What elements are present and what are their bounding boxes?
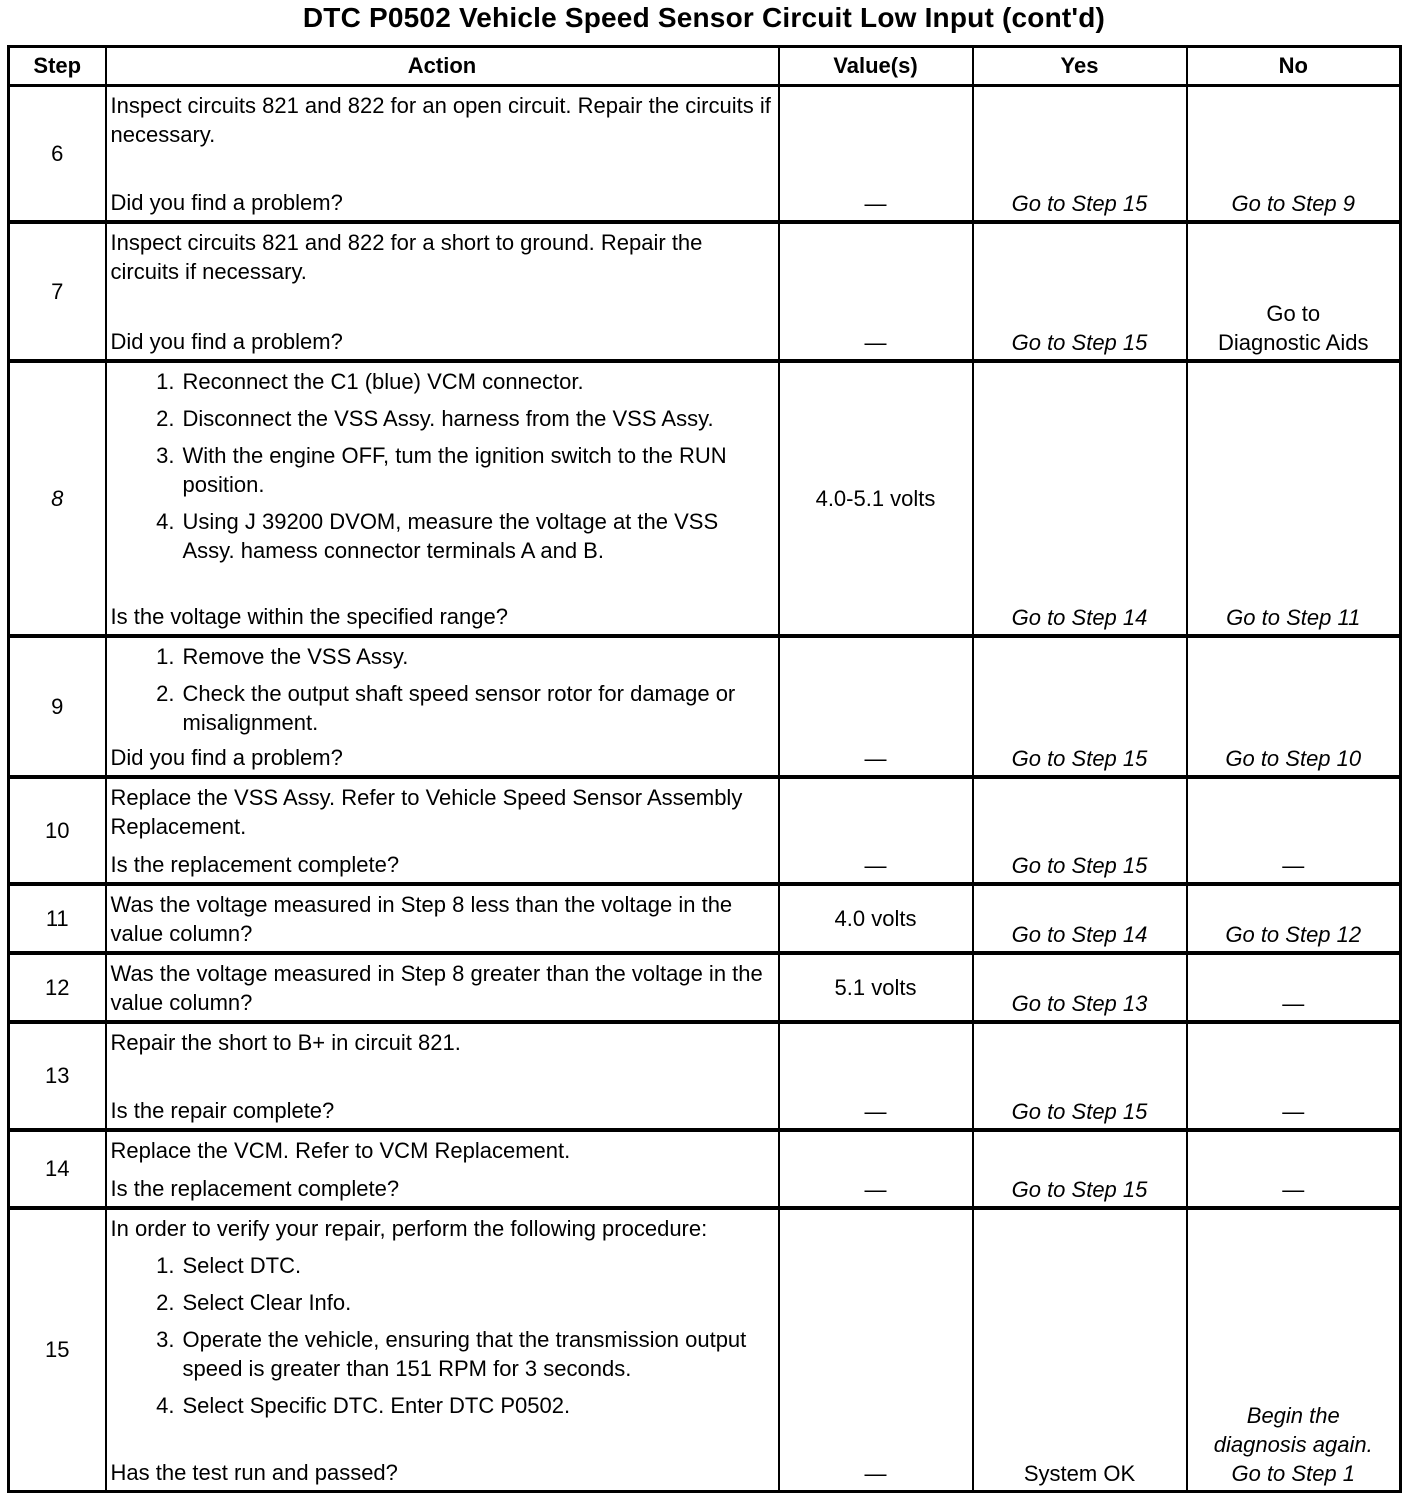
step-number: 9 <box>9 636 106 777</box>
action-cell <box>106 884 779 953</box>
value-text: — <box>864 1099 887 1124</box>
yes-text: System OK <box>1023 1461 1136 1486</box>
no-cell <box>1187 636 1401 777</box>
step-number: 15 <box>9 1208 106 1492</box>
value-text: 4.0 volts <box>834 905 917 931</box>
action-question: Did you find a problem? <box>110 190 343 215</box>
value-text: — <box>864 1177 887 1202</box>
table-row <box>9 86 1401 223</box>
no-text: Go to Step 9 <box>1231 191 1356 216</box>
no-cell <box>1187 1022 1401 1130</box>
procedure-list <box>111 367 772 565</box>
action-text: Was the voltage measured in Step 8 greater than the voltage in the value column? <box>110 961 763 1015</box>
yes-cell <box>973 222 1187 361</box>
step-number: 12 <box>9 953 106 1022</box>
step-number: 7 <box>9 222 106 361</box>
action-question: Is the voltage within the specified range? <box>110 604 508 629</box>
no-text-line: Go to <box>1266 301 1321 326</box>
action-cell <box>106 636 779 777</box>
yes-text: Go to Step 15 <box>1011 1099 1148 1124</box>
no-text: Go to Step 12 <box>1225 922 1362 947</box>
action-question: Did you find a problem? <box>110 329 343 354</box>
action-cell <box>106 777 779 884</box>
yes-cell <box>973 636 1187 777</box>
value-cell <box>779 777 973 884</box>
step-number: 11 <box>9 884 106 953</box>
yes-cell <box>973 884 1187 953</box>
dtc-table <box>7 45 1402 1493</box>
list-item: 4. Using J 39200 DVOM, measure the voltage at the VSS Assy. hamess connector terminals A and B. <box>156 509 719 563</box>
action-cell <box>106 86 779 223</box>
value-text: 5.1 volts <box>834 974 917 1000</box>
yes-text: Go to Step 13 <box>1011 991 1148 1016</box>
table-row <box>9 777 1401 884</box>
action-cell <box>106 953 779 1022</box>
header-yes: Yes <box>973 47 1187 86</box>
list-item: 2. Disconnect the VSS Assy. harness from the VSS Assy. <box>156 406 714 431</box>
action-cell <box>106 361 779 636</box>
action-cell <box>106 1130 779 1208</box>
value-text: — <box>864 1461 887 1486</box>
yes-cell <box>973 1022 1187 1130</box>
table-row <box>9 953 1401 1022</box>
action-cell <box>106 1208 779 1492</box>
no-text <box>1188 1401 1400 1488</box>
no-cell <box>1187 1130 1401 1208</box>
no-cell <box>1187 884 1401 953</box>
no-cell <box>1187 1208 1401 1492</box>
yes-cell <box>973 1130 1187 1208</box>
table-row <box>9 884 1401 953</box>
value-cell <box>779 222 973 361</box>
yes-cell <box>973 1208 1187 1492</box>
table-row <box>9 1208 1401 1492</box>
page-title: DTC P0502 Vehicle Speed Sensor Circuit Low Input (cont'd) <box>302 2 1106 33</box>
yes-text: Go to Step 15 <box>1011 746 1148 771</box>
no-text-line: Diagnostic Aids <box>1218 330 1369 355</box>
value-cell <box>779 884 973 953</box>
no-text-line: diagnosis again. <box>1213 1432 1373 1457</box>
table-row <box>9 361 1401 636</box>
value-cell <box>779 1022 973 1130</box>
no-text: — <box>1282 1177 1305 1202</box>
yes-text: Go to Step 15 <box>1011 330 1148 355</box>
no-cell <box>1187 222 1401 361</box>
table-row <box>9 1130 1401 1208</box>
step-number: 13 <box>9 1022 106 1130</box>
header-no: No <box>1187 47 1401 86</box>
action-text: Was the voltage measured in Step 8 less than the voltage in the value column? <box>110 892 733 946</box>
table-row <box>9 222 1401 361</box>
yes-text: Go to Step 15 <box>1011 1177 1148 1202</box>
action-text: Replace the VSS Assy. Refer to Vehicle Speed Sensor Assembly Replacement. <box>110 785 743 839</box>
list-item: 2. Check the output shaft speed sensor rotor for damage or misalignment. <box>156 681 736 735</box>
value-text: — <box>864 746 887 771</box>
list-item: 1. Select DTC. <box>156 1253 302 1278</box>
procedure-list <box>111 642 772 737</box>
value-text: 4.0-5.1 volts <box>815 485 936 511</box>
list-item: 3. Operate the vehicle, ensuring that the transmission output speed is greater than 151 RPM for 3 seconds. <box>156 1327 747 1381</box>
action-question: Did you find a problem? <box>110 745 343 770</box>
value-cell <box>779 361 973 636</box>
list-item: 1. Remove the VSS Assy. <box>156 644 409 669</box>
action-text: In order to verify your repair, perform the following procedure: <box>110 1216 708 1241</box>
table-row <box>9 1022 1401 1130</box>
action-cell <box>106 222 779 361</box>
table-row <box>9 636 1401 777</box>
action-text: Inspect circuits 821 and 822 for a short to ground. Repair the circuits if necessary. <box>110 230 703 284</box>
action-text: Replace the VCM. Refer to VCM Replacement. <box>110 1138 571 1163</box>
procedure-list <box>111 1251 772 1420</box>
yes-text: Go to Step 15 <box>1011 853 1148 878</box>
header-values: Value(s) <box>779 47 973 86</box>
value-cell <box>779 1130 973 1208</box>
no-text: Go to Step 10 <box>1225 746 1362 771</box>
value-text: — <box>864 853 887 878</box>
yes-text: Go to Step 14 <box>1011 605 1148 630</box>
no-cell <box>1187 953 1401 1022</box>
no-cell <box>1187 86 1401 223</box>
no-text: — <box>1282 853 1305 878</box>
no-text-line: Go to Step 1 <box>1231 1461 1356 1486</box>
value-cell <box>779 636 973 777</box>
step-number: 6 <box>9 86 106 223</box>
list-item: 1. Reconnect the C1 (blue) VCM connector. <box>156 369 584 394</box>
yes-cell <box>973 86 1187 223</box>
action-cell <box>106 1022 779 1130</box>
header-action: Action <box>106 47 779 86</box>
no-text <box>1188 299 1400 357</box>
yes-cell <box>973 361 1187 636</box>
yes-cell <box>973 777 1187 884</box>
yes-text: Go to Step 15 <box>1011 191 1148 216</box>
no-cell <box>1187 777 1401 884</box>
no-text: Go to Step 11 <box>1226 605 1361 630</box>
yes-cell <box>973 953 1187 1022</box>
step-number: 10 <box>9 777 106 884</box>
step-number: 14 <box>9 1130 106 1208</box>
value-text: — <box>864 191 887 216</box>
no-text-line: Begin the <box>1246 1403 1340 1428</box>
value-cell <box>779 953 973 1022</box>
list-item: 4. Select Specific DTC. Enter DTC P0502. <box>156 1393 571 1418</box>
list-item: 3. With the engine OFF, tum the ignition switch to the RUN position. <box>156 443 727 497</box>
value-cell <box>779 1208 973 1492</box>
step-number: 8 <box>9 361 106 636</box>
value-cell <box>779 86 973 223</box>
table-header-row <box>9 47 1401 86</box>
action-question: Is the repair complete? <box>110 1098 335 1123</box>
header-step: Step <box>9 47 106 86</box>
action-question: Is the replacement complete? <box>110 1176 400 1201</box>
action-question: Has the test run and passed? <box>110 1460 398 1485</box>
yes-text: Go to Step 14 <box>1011 922 1148 947</box>
action-text: Repair the short to B+ in circuit 821. <box>110 1030 461 1055</box>
action-text: Inspect circuits 821 and 822 for an open circuit. Repair the circuits if necessary. <box>110 93 771 147</box>
value-text: — <box>864 330 887 355</box>
no-text: — <box>1282 1099 1305 1124</box>
no-text: — <box>1282 991 1305 1016</box>
list-item: 2. Select Clear Info. <box>156 1290 352 1315</box>
no-cell <box>1187 361 1401 636</box>
action-question: Is the replacement complete? <box>110 852 400 877</box>
